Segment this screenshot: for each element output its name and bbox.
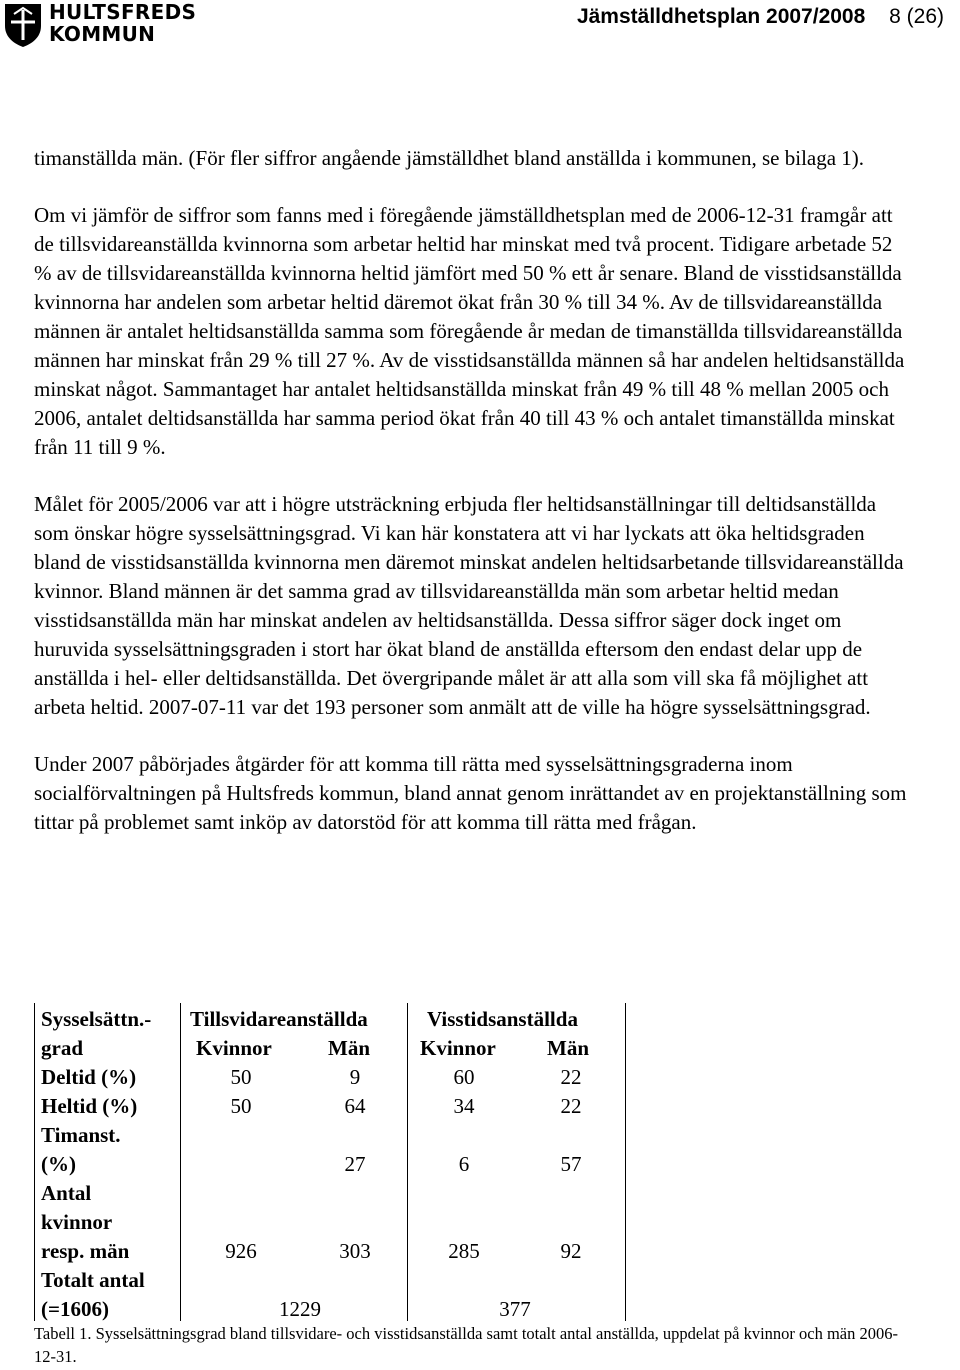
body-text — [34, 144, 910, 865]
page-header — [577, 4, 944, 30]
employment-rate-table — [34, 1003, 626, 1321]
table-corner-label: grad — [41, 1036, 83, 1060]
table-cell: 50 — [230, 1065, 252, 1089]
column-group-tillsvidare: Tillsvidareanställda — [190, 1007, 368, 1031]
table-rule — [625, 1003, 626, 1321]
table-cell: 9 — [349, 1065, 361, 1089]
table-cell: 50 — [230, 1094, 252, 1118]
table-rule — [180, 1003, 181, 1321]
table-cell: 377 — [499, 1297, 531, 1321]
table-cell: 303 — [339, 1239, 371, 1263]
table-cell: 22 — [560, 1094, 582, 1118]
table-cell: 6 — [458, 1152, 470, 1176]
paragraph: timanställda män. (För fler siffror angående jämställdhet bland anställda i kommunen, se bilaga 1). — [34, 146, 865, 170]
row-label: Deltid (%) — [41, 1065, 137, 1089]
table-cell: 1229 — [279, 1297, 321, 1321]
column-header: Män — [547, 1036, 589, 1060]
hultsfreds-kommun-logo — [3, 0, 203, 50]
logo-text-line2: KOMMUN — [49, 22, 156, 46]
column-header: Kvinnor — [196, 1036, 272, 1060]
page-number: 8 (26) — [889, 5, 944, 28]
table-corner-label: Sysselsättn.- — [41, 1007, 152, 1031]
column-group-visstid: Visstidsanställda — [427, 1007, 578, 1031]
table-cell: 926 — [225, 1239, 257, 1263]
table-cell: 27 — [344, 1152, 366, 1176]
document-title: Jämställdhetsplan 2007/2008 — [576, 5, 866, 28]
row-label: Antal — [41, 1181, 92, 1205]
paragraph: Under 2007 påbörjades åtgärder för att komma till rätta med sysselsättningsgraderna inom socialförvaltningen på Hultsfreds kommun, bland annat genom inrättandet av en projektanställning som tittar på problemet samt inköp av datorstöd för att komma till rätta med frågan. — [34, 752, 907, 834]
row-label: Timanst. — [41, 1123, 121, 1147]
row-label: (=1606) — [41, 1297, 109, 1321]
row-label: resp. män — [41, 1239, 130, 1263]
table-cell: 92 — [560, 1239, 582, 1263]
column-header: Män — [328, 1036, 370, 1060]
row-label: Heltid (%) — [41, 1094, 138, 1118]
table-cell: 57 — [560, 1152, 582, 1176]
table-caption: Tabell 1. Sysselsättningsgrad bland tillsvidare- och visstidsanställda samt totalt antal anställda, uppdelat på kvinnor och män 2006-12-31. — [34, 1324, 899, 1366]
crest-icon — [3, 2, 43, 48]
logo-text-line1: HULTSFREDS — [49, 0, 197, 24]
row-label: kvinnor — [41, 1210, 113, 1234]
table-rule — [407, 1003, 408, 1321]
paragraph: Målet för 2005/2006 var att i högre utsträckning erbjuda fler heltidsanställningar till deltidsanställda som önskar högre sysselsättningsgrad. Vi kan här konstatera att vi har lyckats att öka heltidsgraden bland de visstidsanställda kvinnorna men däremot minskat andelen heltidsarbetande tillsvidareanställda kvinnor. Bland männen är det samma grad av tillsvidareanställda män som arbetar heltid medan visstidsanställda män har minskat andelen av heltidsanställda. Dessa siffror säger dock inget om huruvida sysselsättningsgraden i stort har ökat bland de anställda eftersom den endast delar upp de anställda i hel- eller deltidsanställda. Det övergripande målet är att alla som vill ska få möjlighet att arbeta heltid. 2007-07-11 var det 193 personer som anmält att de ville ha högre sysselsättningsgrad. — [34, 492, 904, 719]
row-label: Totalt antal — [41, 1268, 145, 1292]
table-cell: 64 — [344, 1094, 366, 1118]
table-cell: 60 — [453, 1065, 475, 1089]
paragraph: Om vi jämför de siffror som fanns med i föregående jämställdhetsplan med de 2006-12-31 framgår att de tillsvidareanställda kvinnorna som arbetar heltid har minskat med två procent. Tidigare arbetade 52 % av de tillsvidareanställda kvinnorna heltid jämfört med 50 % ett år senare. Bland de visstidsanställda kvinnorna har andelen som arbetar heltid däremot ökat från 30 % till 34 %. Av de tillsvidareanställda männen är antalet heltidsanställda samma som föregående år medan de timanställda tillsvidareanställda männen har minskat från 29 % till 27 %. Av de visstidsanställda männen så har andelen heltidsanställda minskat något. Sammantaget har antalet heltidsanställda minskat från 49 % till 48 % mellan 2005 och 2006, antalet deltidsanställda har samma period ökat från 40 till 43 % och antalet timanställda minskat från 11 till 9 %. — [34, 203, 905, 459]
table-cell: 22 — [560, 1065, 582, 1089]
table-cell: 34 — [453, 1094, 475, 1118]
table-rule — [34, 1003, 35, 1321]
column-header: Kvinnor — [420, 1036, 496, 1060]
row-label: (%) — [41, 1152, 76, 1176]
table-cell: 285 — [448, 1239, 480, 1263]
